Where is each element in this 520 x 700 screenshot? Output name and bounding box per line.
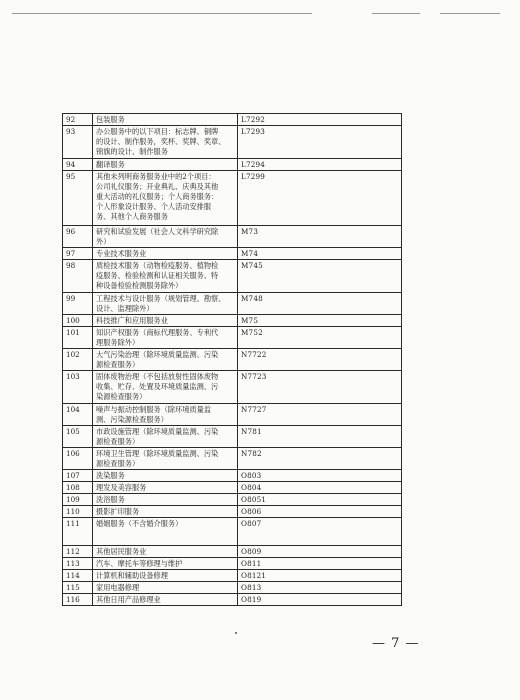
row-number: 104 bbox=[63, 404, 93, 426]
table-row bbox=[63, 482, 402, 494]
row-industry-name-cell bbox=[93, 470, 238, 482]
row-number: 113 bbox=[63, 558, 93, 570]
row-industry-name-cell bbox=[93, 570, 238, 582]
row-industry-name: 汽车、摩托车等修理与维护 bbox=[96, 559, 183, 568]
table-row bbox=[63, 327, 402, 349]
row-industry-code: O807 bbox=[238, 518, 402, 546]
row-industry-code: L7293 bbox=[238, 126, 402, 159]
row-industry-name: 其他未列明商务服务业中的2个项目： 公司礼仪服务；开业典礼、庆典及其他 重大活动的礼仪服务；个人商务服务： 个人形象设计服务、个人活动安排服 务、其他个人商务服务 bbox=[96, 172, 219, 221]
row-number: 97 bbox=[63, 248, 93, 260]
row-industry-name: 其他日用产品修理业 bbox=[96, 595, 161, 604]
table-row bbox=[63, 226, 402, 248]
table-row bbox=[63, 114, 402, 126]
row-industry-code: N782 bbox=[238, 448, 402, 470]
row-industry-name: 翻译服务 bbox=[96, 160, 125, 169]
table-row bbox=[63, 248, 402, 260]
row-industry-name-cell bbox=[93, 546, 238, 558]
row-industry-code: M748 bbox=[238, 293, 402, 315]
page-number: — 7 — bbox=[372, 636, 420, 651]
row-industry-name-cell bbox=[93, 482, 238, 494]
row-number: 99 bbox=[63, 293, 93, 315]
row-industry-code: L7294 bbox=[238, 159, 402, 171]
table-row bbox=[63, 404, 402, 426]
row-industry-name-cell bbox=[93, 494, 238, 506]
table-row bbox=[63, 260, 402, 293]
row-industry-code: L7299 bbox=[238, 171, 402, 226]
row-number: 109 bbox=[63, 494, 93, 506]
row-number: 103 bbox=[63, 371, 93, 404]
row-industry-name: 婚姻服务（不含婚介服务） bbox=[96, 519, 183, 528]
row-industry-name-cell bbox=[93, 114, 238, 126]
row-industry-name-cell bbox=[93, 518, 238, 546]
row-industry-name: 摄影扩印服务 bbox=[96, 507, 140, 516]
row-industry-name-cell bbox=[93, 448, 238, 470]
row-industry-name: 市政设施管理（除环境质量监测、污染 源检查服务） bbox=[96, 427, 219, 446]
row-industry-code: O8051 bbox=[238, 494, 402, 506]
row-industry-name-cell bbox=[93, 349, 238, 371]
row-industry-code: N7722 bbox=[238, 349, 402, 371]
row-industry-name: 科技推广和应用服务业 bbox=[96, 316, 168, 325]
row-industry-name: 工程技术与设计服务（规划管理、勘察、 设计、监理除外） bbox=[96, 294, 226, 313]
row-number: 110 bbox=[63, 506, 93, 518]
table-row bbox=[63, 470, 402, 482]
row-industry-name-cell bbox=[93, 126, 238, 159]
table-row bbox=[63, 315, 402, 327]
row-number: 95 bbox=[63, 171, 93, 226]
row-industry-code: O803 bbox=[238, 470, 402, 482]
row-number: 100 bbox=[63, 315, 93, 327]
table-row bbox=[63, 558, 402, 570]
row-number: 105 bbox=[63, 426, 93, 448]
table-row bbox=[63, 448, 402, 470]
table-row bbox=[63, 426, 402, 448]
row-industry-name: 专业技术服务业 bbox=[96, 249, 147, 258]
table-row bbox=[63, 506, 402, 518]
row-industry-code: O811 bbox=[238, 558, 402, 570]
row-industry-name: 固体废物治理（不包括放射性固体废物 收集、贮存、处置及环境质量监测、污 染源检查服务） bbox=[96, 372, 219, 401]
row-industry-name-cell bbox=[93, 371, 238, 404]
row-industry-code: M752 bbox=[238, 327, 402, 349]
row-number: 98 bbox=[63, 260, 93, 293]
row-industry-code: O819 bbox=[238, 594, 402, 606]
row-industry-name-cell bbox=[93, 558, 238, 570]
row-industry-code: O809 bbox=[238, 546, 402, 558]
table-row bbox=[63, 570, 402, 582]
row-number: 101 bbox=[63, 327, 93, 349]
row-industry-name-cell bbox=[93, 506, 238, 518]
row-industry-name-cell bbox=[93, 226, 238, 248]
row-industry-code: N7723 bbox=[238, 371, 402, 404]
row-industry-code: M74 bbox=[238, 248, 402, 260]
table-body bbox=[63, 114, 402, 606]
row-industry-code: M73 bbox=[238, 226, 402, 248]
row-number: 92 bbox=[63, 114, 93, 126]
row-industry-name: 知识产权服务（商标代理服务、专利代 理服务除外） bbox=[96, 328, 219, 347]
scan-speck bbox=[235, 632, 237, 634]
row-industry-code: O804 bbox=[238, 482, 402, 494]
row-industry-code: O8121 bbox=[238, 570, 402, 582]
table-row bbox=[63, 594, 402, 606]
top-rule bbox=[440, 13, 500, 14]
row-industry-code: N781 bbox=[238, 426, 402, 448]
table-row bbox=[63, 349, 402, 371]
row-number: 94 bbox=[63, 159, 93, 171]
row-industry-code: O806 bbox=[238, 506, 402, 518]
row-industry-name-cell bbox=[93, 315, 238, 327]
row-industry-name: 环境卫生管理（除环境质量监测、污染 源检查服务） bbox=[96, 449, 219, 468]
table-row bbox=[63, 293, 402, 315]
row-industry-name-cell bbox=[93, 260, 238, 293]
industry-catalog-table bbox=[62, 113, 402, 606]
table-row bbox=[63, 126, 402, 159]
table-row bbox=[63, 159, 402, 171]
row-industry-name: 办公服务中的以下项目：标志牌、铜牌 的设计、制作服务，奖杯、奖牌、奖章、 锦旗的设计、制作服务 bbox=[96, 127, 226, 156]
row-industry-name-cell bbox=[93, 582, 238, 594]
row-number: 108 bbox=[63, 482, 93, 494]
row-industry-name: 噪声与振动控制服务（除环境质量监 测、污染源检查服务） bbox=[96, 405, 212, 424]
row-industry-name-cell bbox=[93, 248, 238, 260]
row-number: 112 bbox=[63, 546, 93, 558]
row-industry-name: 计算机和辅助设备修理 bbox=[96, 571, 168, 580]
row-industry-code: M745 bbox=[238, 260, 402, 293]
row-industry-name: 大气污染治理（除环境质量监测、污染 源检查服务） bbox=[96, 350, 219, 369]
row-number: 107 bbox=[63, 470, 93, 482]
row-industry-name: 家用电器修理 bbox=[96, 583, 140, 592]
row-number: 93 bbox=[63, 126, 93, 159]
row-industry-name: 其他居民服务业 bbox=[96, 547, 147, 556]
row-industry-name-cell bbox=[93, 159, 238, 171]
top-rule bbox=[372, 13, 420, 14]
row-industry-name-cell bbox=[93, 327, 238, 349]
row-industry-name-cell bbox=[93, 594, 238, 606]
row-industry-name: 洗染服务 bbox=[96, 471, 125, 480]
row-industry-name: 理发及美容服务 bbox=[96, 483, 147, 492]
row-industry-name-cell bbox=[93, 293, 238, 315]
row-industry-name: 包装服务 bbox=[96, 115, 125, 124]
table-row bbox=[63, 518, 402, 546]
row-number: 96 bbox=[63, 226, 93, 248]
row-industry-name-cell bbox=[93, 404, 238, 426]
table-row bbox=[63, 582, 402, 594]
row-number: 111 bbox=[63, 518, 93, 546]
row-industry-name: 洗浴服务 bbox=[96, 495, 125, 504]
row-industry-code: L7292 bbox=[238, 114, 402, 126]
row-number: 102 bbox=[63, 349, 93, 371]
table-row bbox=[63, 171, 402, 226]
table-row bbox=[63, 371, 402, 404]
row-number: 115 bbox=[63, 582, 93, 594]
row-industry-code: N7727 bbox=[238, 404, 402, 426]
row-number: 114 bbox=[63, 570, 93, 582]
row-industry-name-cell bbox=[93, 171, 238, 226]
table-row bbox=[63, 546, 402, 558]
row-industry-code: M75 bbox=[238, 315, 402, 327]
row-industry-name-cell bbox=[93, 426, 238, 448]
row-industry-name: 研究和试验发展（社会人文科学研究除 外） bbox=[96, 227, 219, 246]
table-row bbox=[63, 494, 402, 506]
top-rule bbox=[12, 13, 312, 14]
row-industry-name: 质检技术服务（动物检疫服务、植物检 疫服务、检验检测和认证相关服务、特 种设备检验检测服务除外） bbox=[96, 261, 219, 290]
row-number: 106 bbox=[63, 448, 93, 470]
row-industry-code: O813 bbox=[238, 582, 402, 594]
row-number: 116 bbox=[63, 594, 93, 606]
